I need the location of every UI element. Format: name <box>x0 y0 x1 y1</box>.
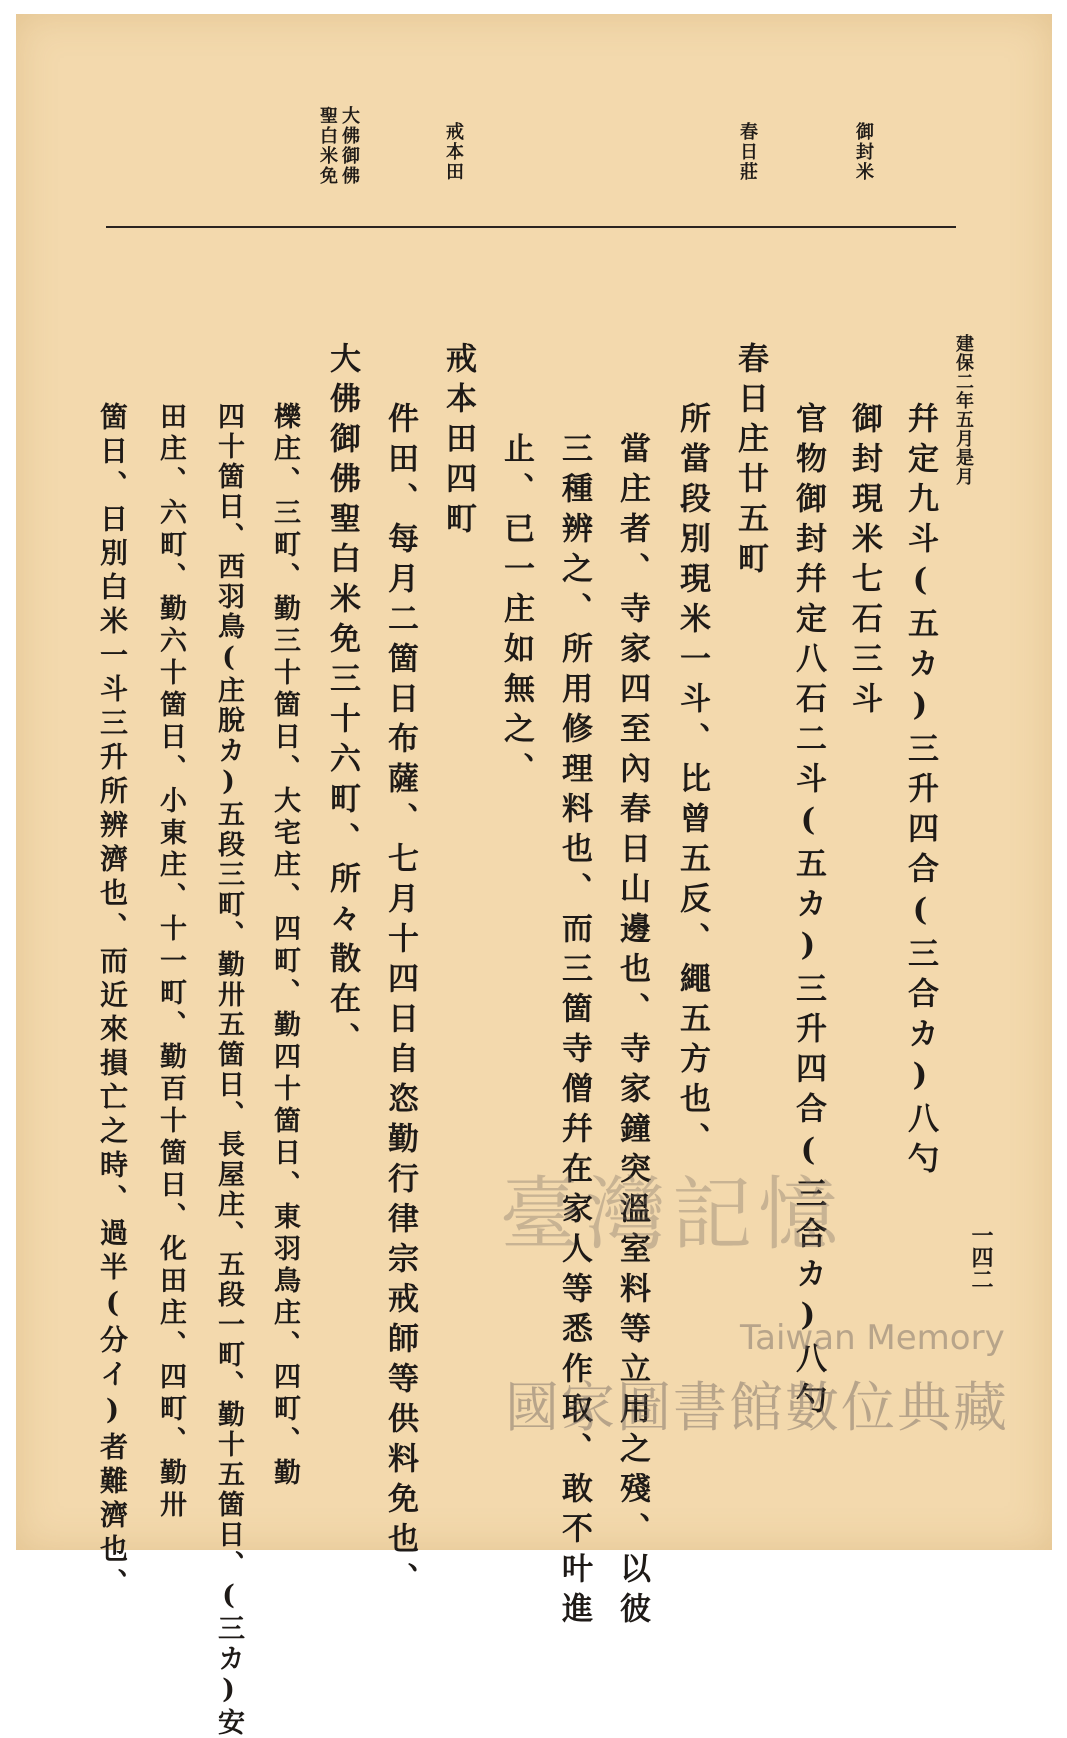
header-rule <box>106 226 956 228</box>
body-column: 箇日、日別白米一斗三升所辨濟也、而近來損亡之時、過半(分イ)者難濟也、 <box>96 402 129 1602</box>
page-number: 一四二 <box>968 1224 994 1290</box>
headnote-kaihonden: 戒本田 <box>443 122 464 182</box>
watermark-chinese: 臺灣記憶 <box>500 1168 844 1261</box>
body-column: 三種辨之、所用修理料也、而三箇寺僧幷在家人等悉作取、敢不叶進 <box>556 432 592 1632</box>
body-column: 御封現米七石三斗 <box>846 402 882 722</box>
headnote-kasuga: 春日莊 <box>737 122 758 182</box>
body-column: 所當段別現米一斗、比曾五反、繩五方也、 <box>674 402 710 1162</box>
headnote-daibutsu-2: 聖白米免 <box>317 106 338 186</box>
running-head: 建保二年五月是月 <box>953 334 974 486</box>
body-column: 四十箇日、西羽鳥(庄脫カ)五段三町、勤卅五箇日、長屋庄、五段一町、勤十五箇日、(三カ)安 <box>213 402 244 1738</box>
watermark-english: Taiwan Memory <box>740 1318 1005 1358</box>
body-column: 大佛御佛聖白米免三十六町、所々散在、 <box>324 342 360 1062</box>
body-column: 幷定九斗(五カ)三升四合(三合カ)八勺 <box>902 402 938 1182</box>
headnote-gofumai: 御封米 <box>853 122 874 182</box>
body-column: 櫟庄、三町、勤三十箇日、大宅庄、四町、勤四十箇日、東羽鳥庄、四町、勤 <box>269 402 300 1490</box>
body-column: 戒本田四町 <box>440 342 476 542</box>
body-column: 春日庄廿五町 <box>732 342 768 582</box>
watermark-library: 國家圖書館數位典藏 <box>505 1376 1009 1439</box>
body-column: 當庄者、寺家四至內春日山邊也、寺家鐘突溫室料等立用之殘、以彼 <box>614 432 650 1632</box>
headnote-daibutsu-1: 大佛御佛 <box>339 106 360 186</box>
body-column: 件田、每月二箇日布薩、七月十四日自恣勤行律宗戒師等供料免也、 <box>382 402 418 1602</box>
body-column: 止、已一庄如無之、 <box>498 432 534 792</box>
body-column: 官物御封幷定八石二斗(五カ)三升四合(三合カ)八勺 <box>790 402 826 1422</box>
body-column: 田庄、六町、勤六十箇日、小東庄、十一町、勤百十箇日、化田庄、四町、勤卅 <box>155 402 186 1522</box>
